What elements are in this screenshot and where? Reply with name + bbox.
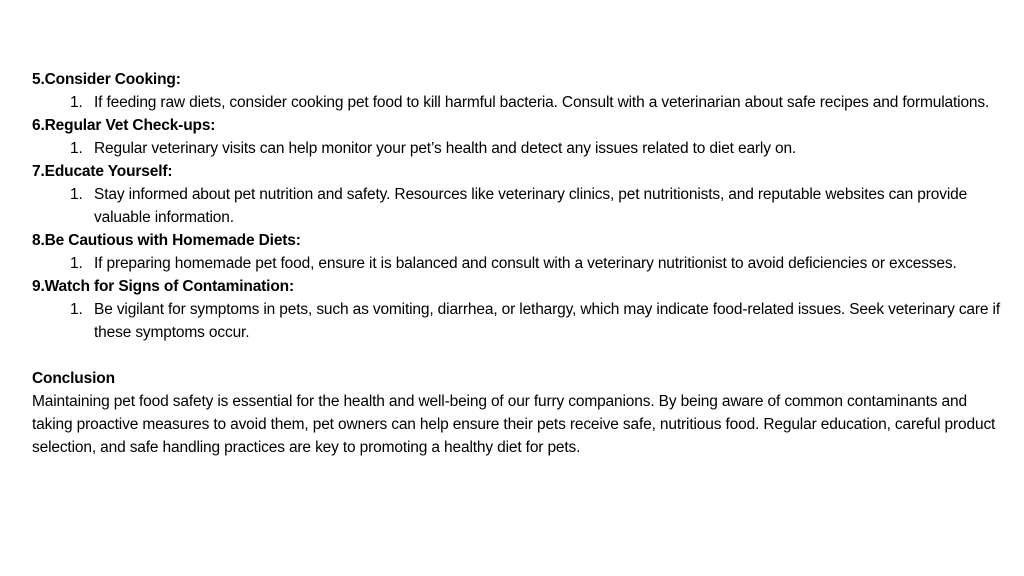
list-item xyxy=(32,298,1002,344)
list-item-text: Stay informed about pet nutrition and safety. Resources like veterinary clinics, pet nutritionists, and reputable websites can provide valuable information. xyxy=(94,186,968,226)
list-item-number: 1. xyxy=(70,255,83,272)
list-item xyxy=(32,91,1002,114)
conclusion-heading: Conclusion xyxy=(32,370,115,387)
spacer xyxy=(32,344,1002,367)
list-item xyxy=(32,252,1002,275)
slide-content xyxy=(32,68,1002,459)
list-item xyxy=(32,137,1002,160)
list-item-number: 1. xyxy=(70,140,83,157)
list-item xyxy=(32,183,1002,229)
conclusion-section xyxy=(32,367,1002,459)
section-homemade-diets xyxy=(32,229,1002,275)
section-heading: 7.Educate Yourself: xyxy=(32,163,173,180)
list-item-number: 1. xyxy=(70,301,83,318)
list-item-text: Be vigilant for symptoms in pets, such as vomiting, diarrhea, or lethargy, which may indicate food-related issues. Seek veterinary care if these symptoms occur. xyxy=(94,301,1000,341)
list-item-text: If feeding raw diets, consider cooking pet food to kill harmful bacteria. Consult with a veterinarian about safe recipes and formulations. xyxy=(94,94,990,111)
conclusion-paragraph: Maintaining pet food safety is essential for the health and well-being of our furry companions. By being aware of common contaminants and taking proactive measures to avoid them, pet owners can help ensure their pets receive safe, nutritious food. Regular education, careful product selection, and safe handling practices are key to promoting a healthy diet for pets. xyxy=(32,393,996,456)
section-heading: 5.Consider Cooking: xyxy=(32,71,181,88)
list-item-text: If preparing homemade pet food, ensure it is balanced and consult with a veterinary nutritionist to avoid deficiencies or excesses. xyxy=(94,255,957,272)
list-item-text: Regular veterinary visits can help monitor your pet’s health and detect any issues related to diet early on. xyxy=(94,140,797,157)
list-item-number: 1. xyxy=(70,94,83,111)
section-heading: 9.Watch for Signs of Contamination: xyxy=(32,278,294,295)
section-signs-of-contamination xyxy=(32,275,1002,344)
section-heading: 8.Be Cautious with Homemade Diets: xyxy=(32,232,301,249)
list-item-number: 1. xyxy=(70,186,83,203)
section-educate-yourself xyxy=(32,160,1002,229)
section-consider-cooking xyxy=(32,68,1002,114)
section-heading: 6.Regular Vet Check-ups: xyxy=(32,117,216,134)
section-regular-vet-checkups xyxy=(32,114,1002,160)
